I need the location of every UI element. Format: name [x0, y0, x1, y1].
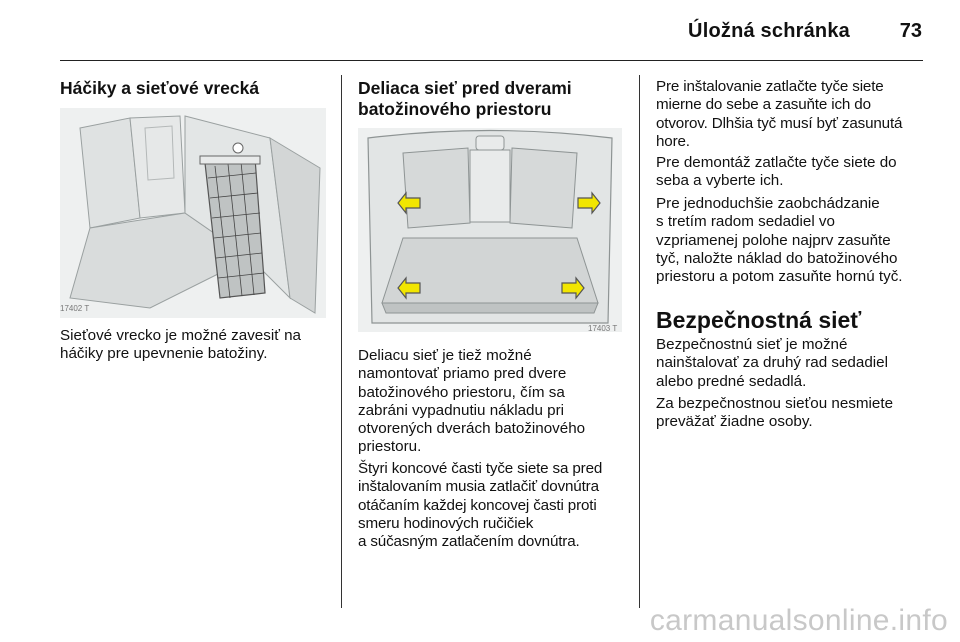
text-line: zabráni vypadnutiu nákladu pri: [358, 401, 565, 419]
text-line: alebo predné sedadlá.: [656, 372, 807, 390]
text-line: Bezpečnostnú sieť je možné: [656, 336, 848, 353]
text-line: otáčaním každej koncovej časti proti: [358, 496, 597, 514]
paragraph-remove: [656, 154, 931, 191]
figure-luggage-compartment-illustration: [358, 128, 622, 332]
luggage-compartment-drawing: [358, 128, 622, 332]
cargo-net-drawing: [60, 108, 326, 318]
text-line: smeru hodinových ručičiek: [358, 514, 534, 532]
text-line: Štyri koncové časti tyče siete sa pred: [358, 460, 603, 477]
text-line: preväžať žiadne osoby.: [656, 413, 813, 431]
watermark-text: carmanualsonline.info: [649, 604, 948, 637]
text-line: inštalovaním musia zatlačiť dovnútra: [358, 478, 599, 496]
text-line: s tretím radom sedadiel vo: [656, 213, 835, 231]
text-line: Pre jednoduchšie zaobchádzanie: [656, 195, 880, 212]
text-line: Pre demontáž zatlačte tyče siete do: [656, 154, 897, 171]
paragraph-safety-net-2: [656, 395, 931, 432]
text-line: batožinového priestoru, čím sa: [358, 383, 565, 401]
figure-label-17403: 17403 T: [588, 324, 618, 333]
figure-cargo-net-illustration: [60, 108, 326, 318]
heading-line-2: batožinového priestoru: [358, 99, 552, 119]
text-line: priestoru a potom zasuňte hornú tyč.: [656, 268, 903, 286]
header-rule: [60, 60, 923, 61]
text-line: nainštalovať za druhý rad sedadiel: [656, 354, 888, 372]
paragraph-safety-net-1: [656, 336, 931, 391]
column-divider-2: [639, 75, 640, 608]
paragraph-divider-net-2: [358, 460, 633, 551]
heading-line-1: Deliaca sieť pred dverami: [358, 78, 572, 98]
text-line: Deliacu sieť je tiež možné: [358, 347, 532, 364]
section-heading-hooks-nets: Háčiky a sieťové vrecká: [60, 78, 260, 98]
paragraph-hooks-nets: Sieťové vrecko je možné zavesiť na háčiky pre upevnenie batožiny.: [60, 327, 302, 363]
text-line: namontovať priamo pred dvere: [358, 365, 567, 383]
page-header-title: Úložná schránka: [688, 20, 850, 42]
column-divider-1: [341, 75, 342, 608]
paragraph-install: [656, 78, 931, 151]
page-number: 73: [899, 20, 922, 42]
text-line: Za bezpečnostnou sieťou nesmiete: [656, 395, 894, 412]
section-heading-safety-net: Bezpečnostná sieť: [656, 307, 862, 333]
figure-label-17402: 17402 T: [60, 304, 90, 313]
text-line: Pre inštalovanie zatlačte tyče siete: [656, 78, 884, 95]
text-line: vzpriamenej polohe najprv zasuňte: [656, 231, 891, 249]
text-line: seba a vyberte ich.: [656, 172, 784, 190]
paragraph-handling: [656, 195, 931, 286]
text-line: mierne do sebe a zasuňte ich do: [656, 96, 871, 114]
text-line: tyč, naložte náklad do batožinového: [656, 249, 898, 267]
text-line: hore.: [656, 132, 690, 150]
text-line: otvorov. Dlhšia tyč musí byť zasunutá: [656, 114, 903, 132]
text-line: priestoru.: [358, 438, 422, 456]
text-line: otvorených dverách batožinového: [358, 420, 586, 438]
paragraph-divider-net-1: [358, 347, 628, 457]
section-heading-divider-net: [358, 78, 572, 120]
text-line: a súčasným zatlačením dovnútra.: [358, 533, 580, 551]
